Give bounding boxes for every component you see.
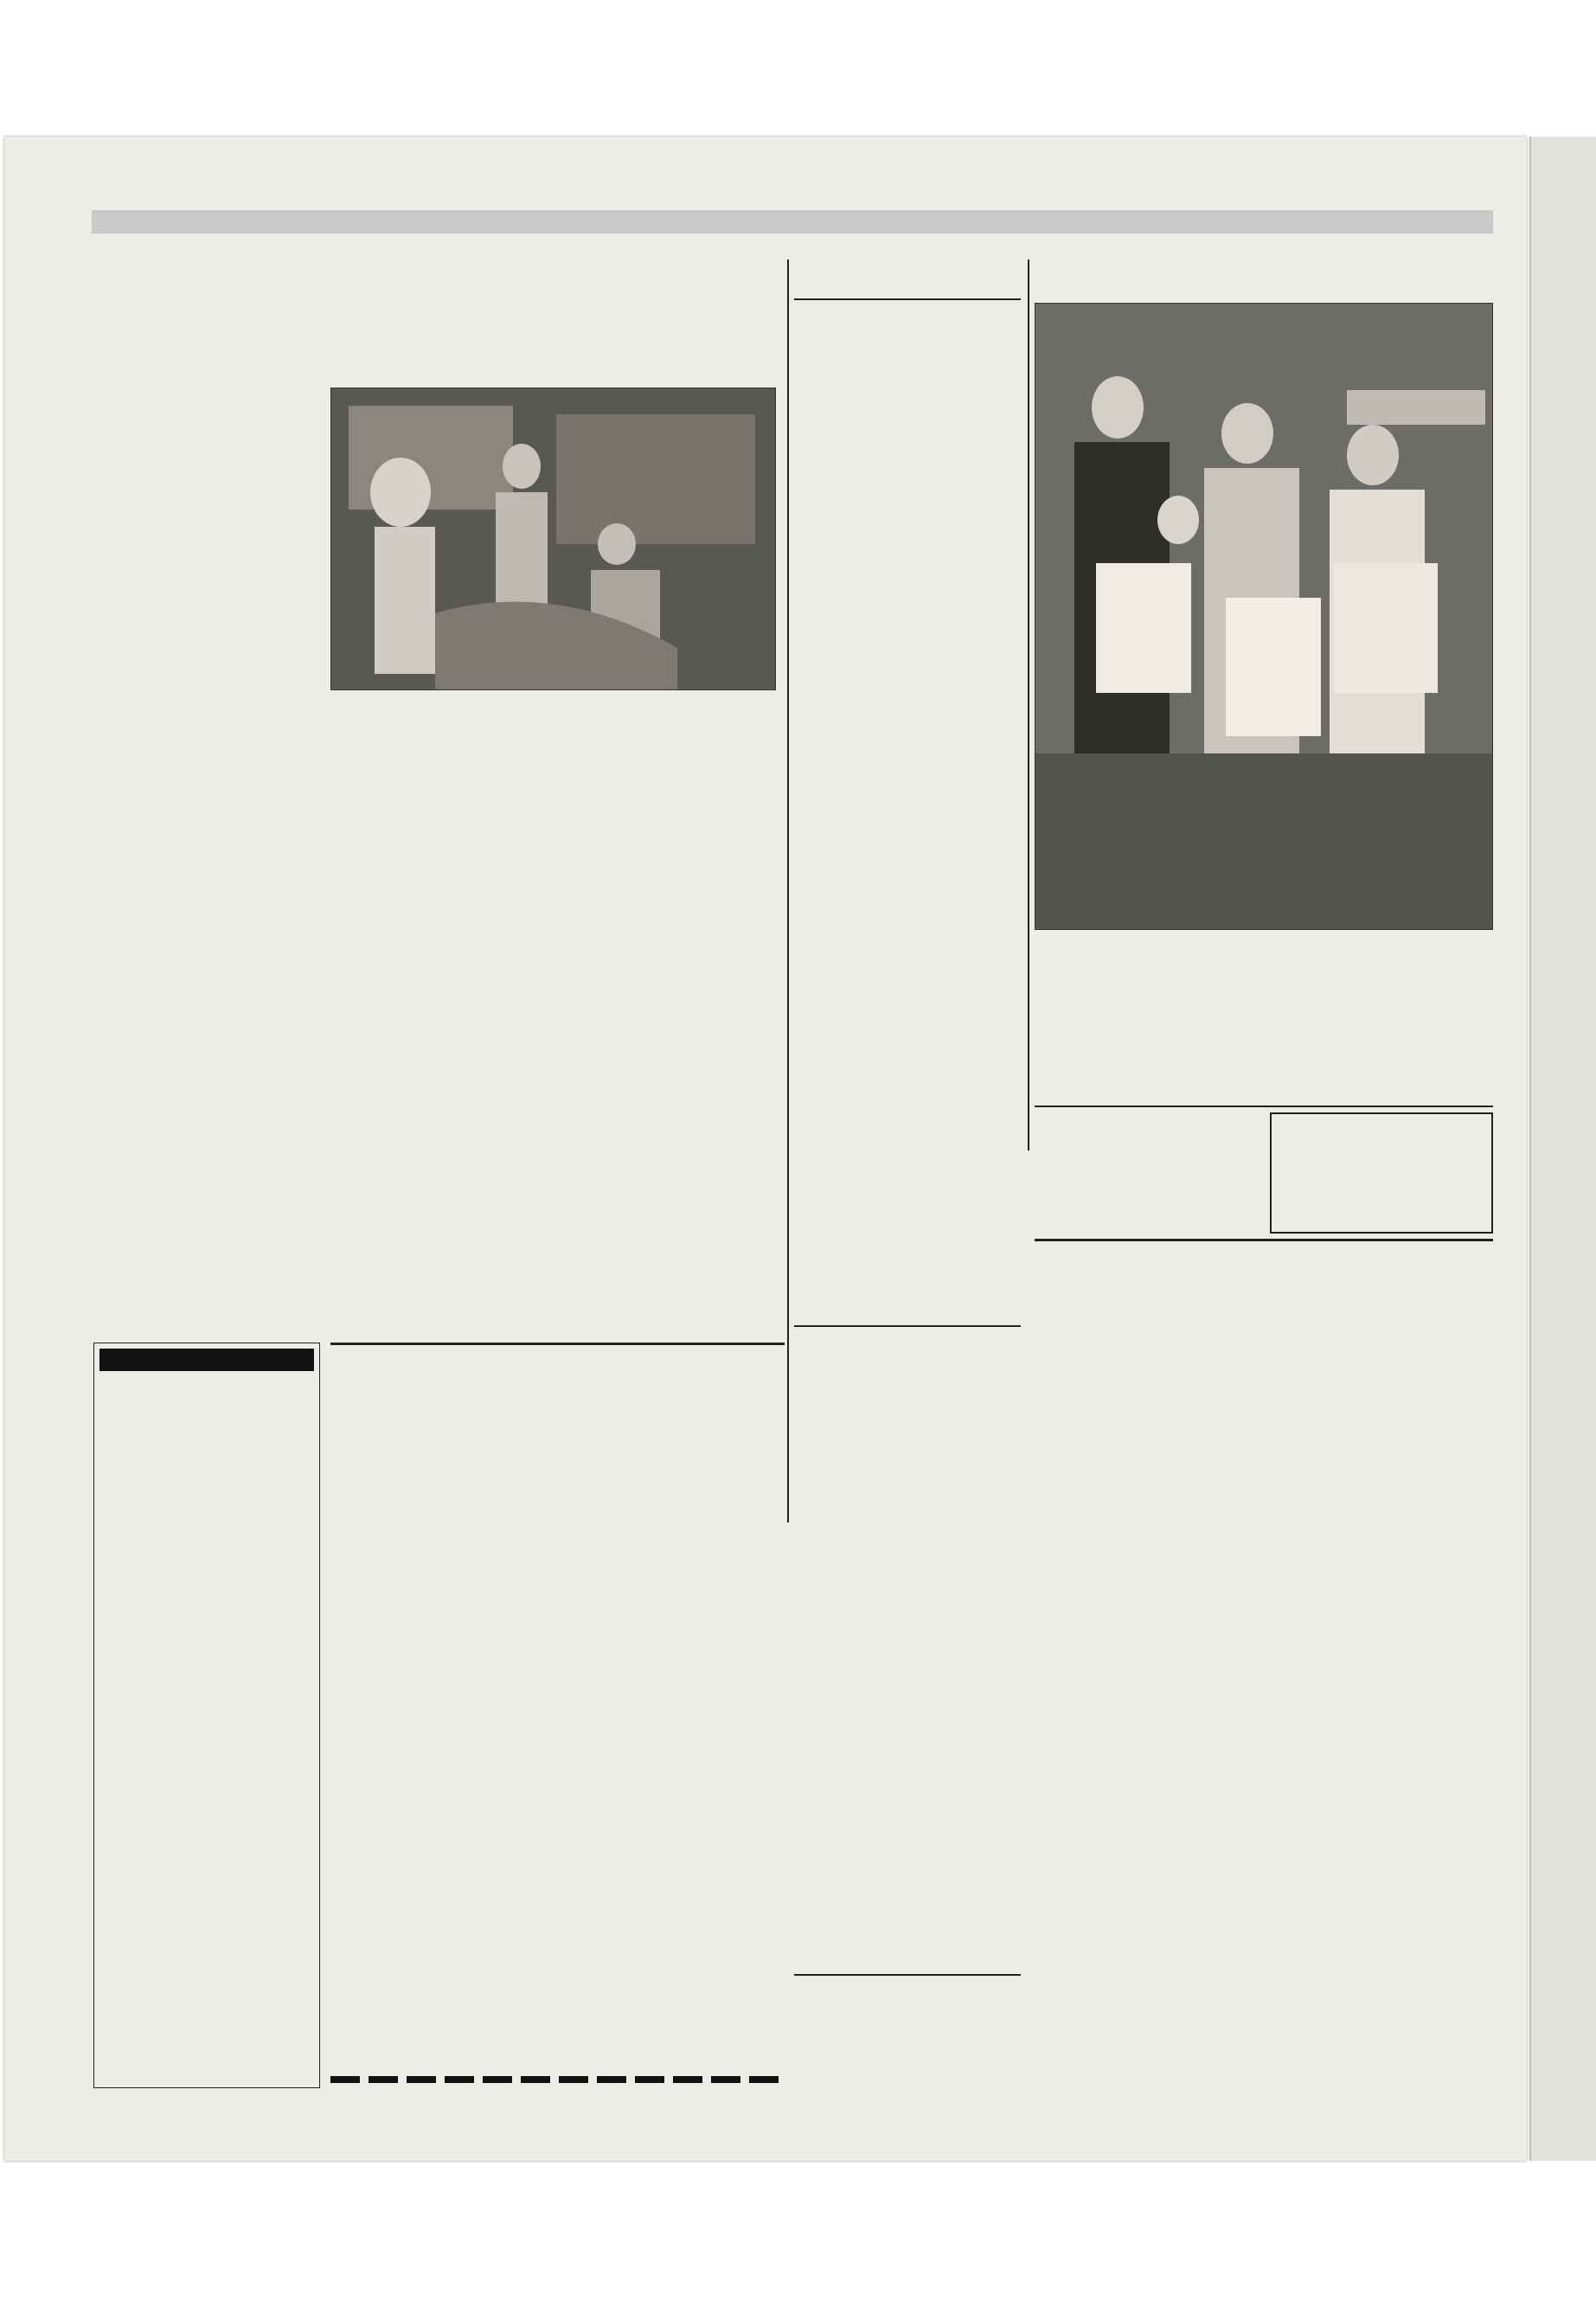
section-rule <box>794 1974 1021 1976</box>
photo-illustration <box>1035 304 1492 929</box>
article-column-2b <box>330 1239 547 1330</box>
ad-drukwerk <box>1270 1112 1493 1234</box>
technische-text-3 <box>1035 1795 1258 1925</box>
technische-text-5 <box>1270 1343 1493 1619</box>
subhead-voedsel <box>330 1543 547 1557</box>
article-column-3 <box>561 734 777 870</box>
column-rule <box>1028 260 1029 1150</box>
technische-text-2 <box>1035 1646 1258 1776</box>
page-header <box>92 210 1493 234</box>
colophon-logo <box>99 1349 314 1371</box>
technische-text-6 <box>1270 1638 1493 1708</box>
watersnood-sender <box>794 1284 1021 1311</box>
huismus-text-1 <box>330 1874 547 2060</box>
weer-text <box>794 1394 1021 1970</box>
subhead-techniek <box>1270 1623 1493 1637</box>
bingo-text <box>1035 1140 1259 1227</box>
watersnood-poem <box>794 304 1021 1208</box>
subhead-metaalmorfose <box>1035 1426 1258 1439</box>
photo-illustration <box>331 388 775 689</box>
photo-prize-winners <box>1035 303 1493 930</box>
huismus-intro <box>330 1450 547 1523</box>
article-column-2 <box>330 756 547 1236</box>
subhead-vrije-tijd <box>1035 1779 1258 1793</box>
technische-lead <box>1035 1343 1258 1422</box>
article-column-1b <box>93 798 317 1433</box>
technische-text-7 <box>1270 1727 1493 1939</box>
subhead-open-leercentrum <box>1035 1631 1258 1644</box>
section-rule <box>794 1325 1021 1327</box>
colophon-box <box>93 1343 320 2088</box>
photo-redert-classroom <box>330 388 776 690</box>
adjacent-page-edge <box>1529 137 1596 2161</box>
tips-voedsel-list <box>330 1559 547 1706</box>
technische-text-8 <box>1270 1942 1493 2029</box>
subhead-nestgelegenheid <box>330 1711 547 1725</box>
huismus-text-2 <box>561 1450 785 2060</box>
watersnood-note <box>794 1211 1021 1280</box>
section-rule <box>1035 1106 1493 1107</box>
technische-text-4 <box>1035 1944 1258 2026</box>
technische-text-1 <box>1035 1441 1258 1627</box>
dashed-rule <box>330 2076 785 2083</box>
article-lead <box>93 388 317 458</box>
title-rule <box>794 298 1021 300</box>
article-column-1 <box>93 465 317 791</box>
section-rule <box>330 1343 785 1345</box>
column-rule <box>787 260 789 1522</box>
huismus-tips-title <box>330 1524 547 1540</box>
subhead-zorg <box>1035 1928 1258 1942</box>
subhead-vervolgopleidingen <box>1270 1711 1493 1725</box>
article-closing-bold <box>561 1280 777 1328</box>
kerk-text <box>794 2028 1021 2080</box>
tips-nest-list <box>330 1727 547 1869</box>
article-column-3b <box>561 888 777 1282</box>
rabobank-text <box>1035 981 1493 1102</box>
section-rule <box>1035 1239 1493 1241</box>
